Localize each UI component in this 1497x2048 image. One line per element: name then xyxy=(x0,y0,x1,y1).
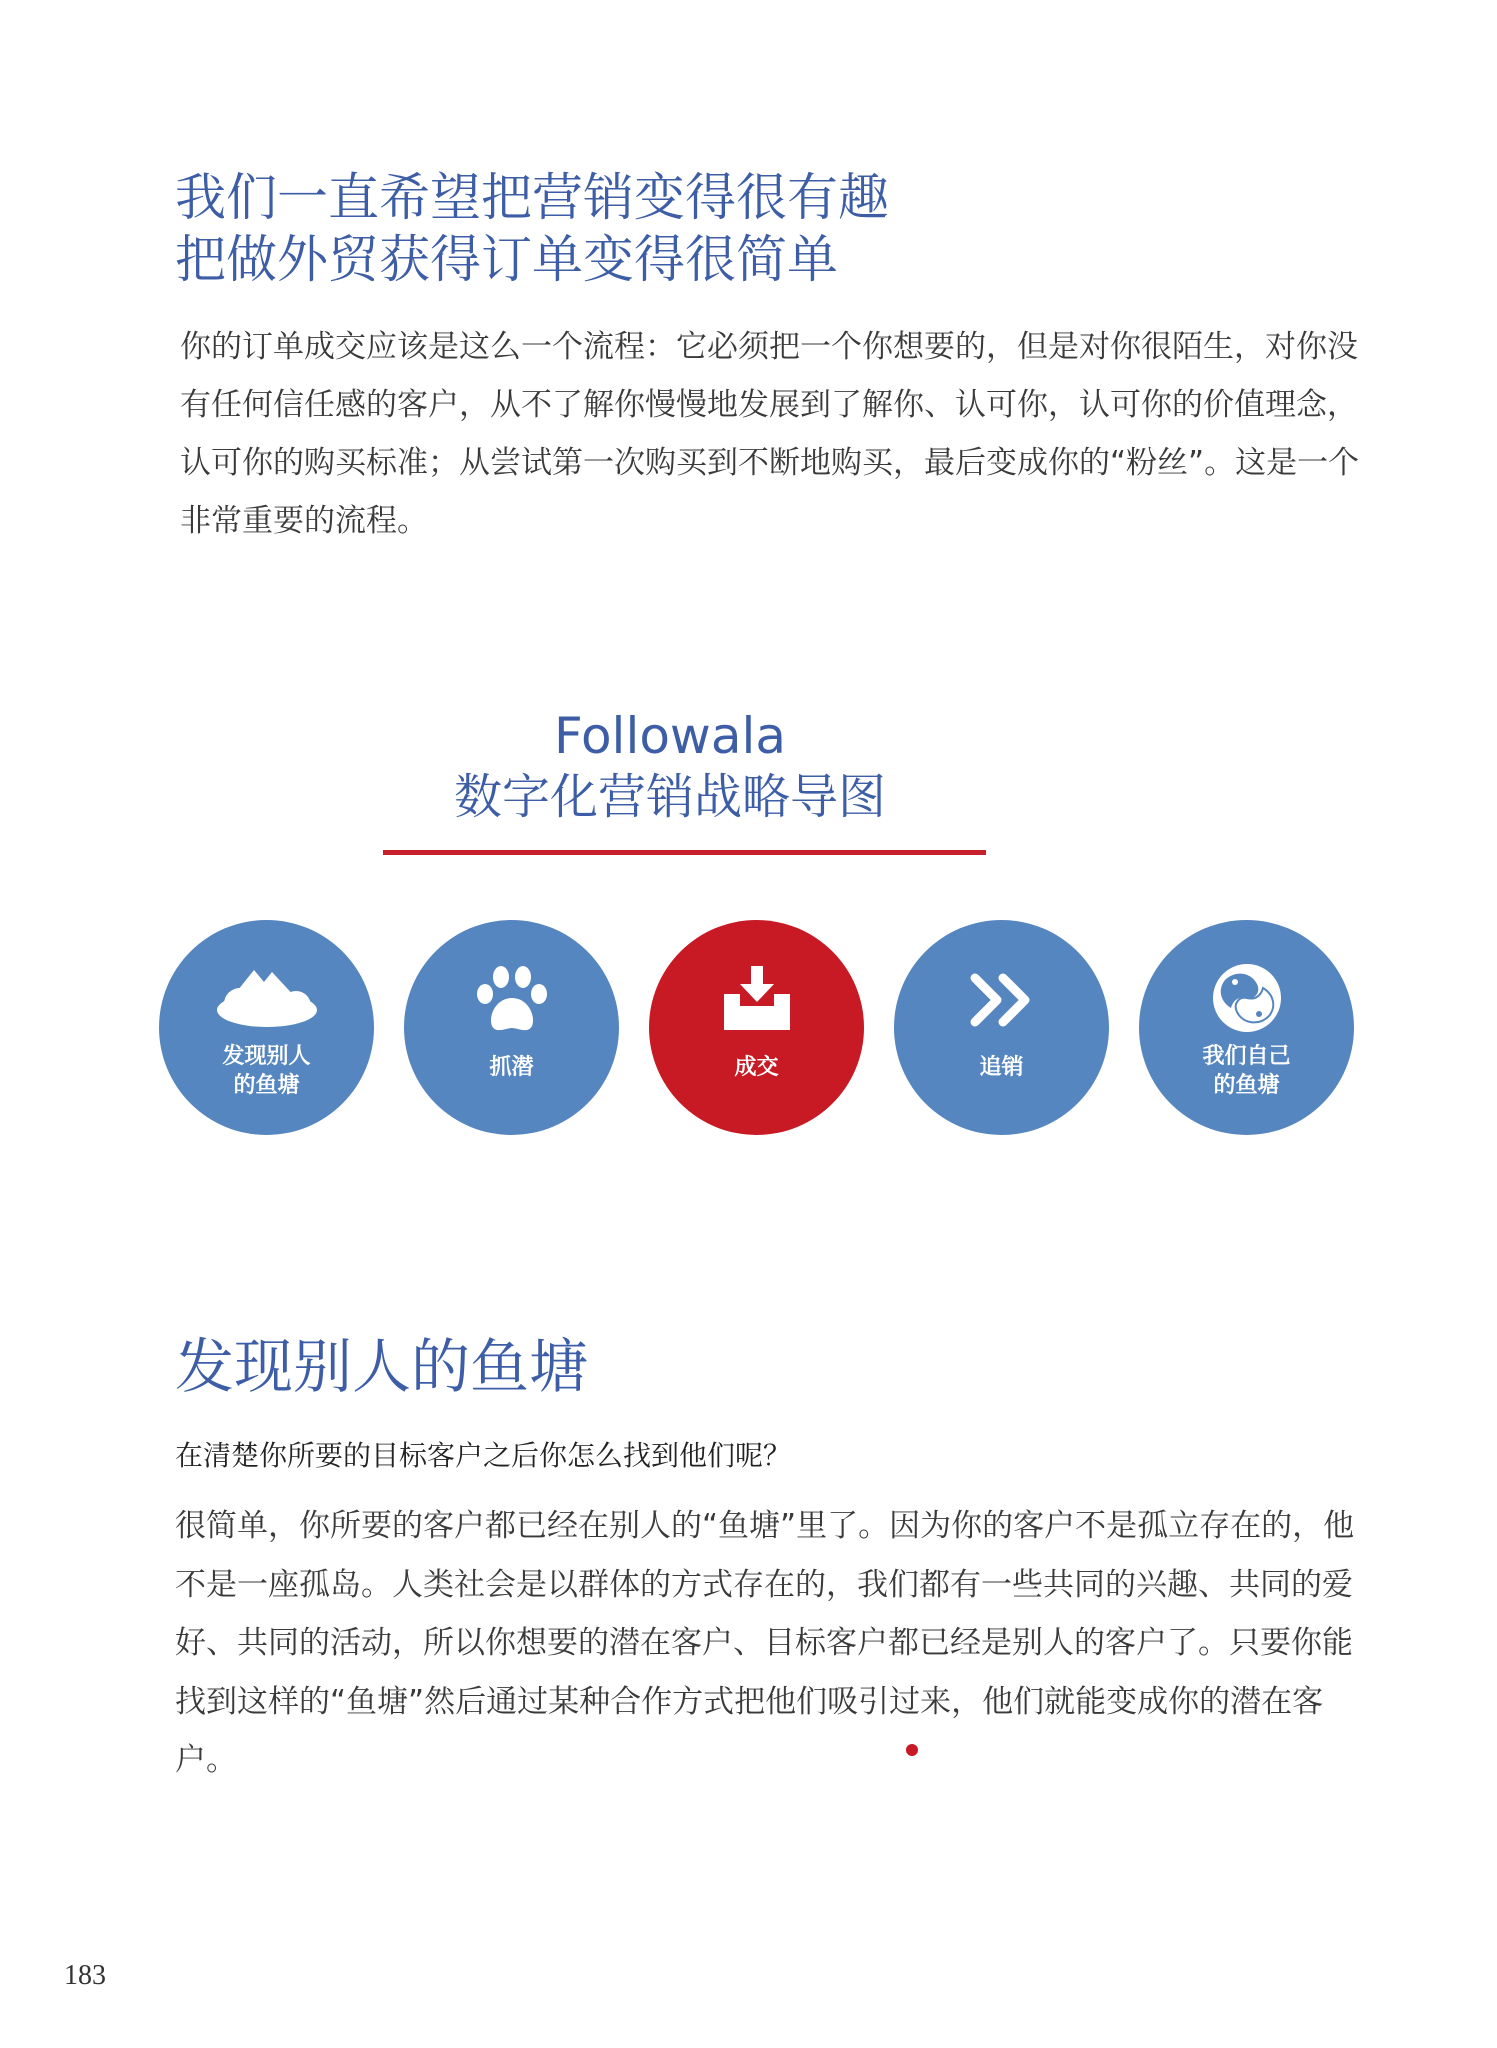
step-label: 抓潜 xyxy=(489,1055,534,1080)
diagram-title-en: Followala xyxy=(553,707,786,765)
diagram-title-zh: 数字化营销战略导图 xyxy=(453,769,886,825)
step-label: 追销 xyxy=(979,1055,1024,1080)
page-heading xyxy=(175,168,889,292)
inbox-download-icon xyxy=(720,964,794,1036)
step-follow-up-sales xyxy=(894,920,1109,1135)
page-number: 183 xyxy=(64,1960,106,1991)
heading-line-2: 把做外贸获得订单变得很简单 xyxy=(175,231,839,290)
step-capture-leads xyxy=(404,920,619,1135)
step-discover-others-pond xyxy=(159,920,374,1135)
mountain-cloud-icon xyxy=(212,962,322,1032)
intro-paragraph: 你的订单成交应该是这么一个流程：它必须把一个你想要的，但是对你很陌生，对你没有任何信任感的客户，从不了解你慢慢地发展到了解你、认可你，认可你的价值理念，认可你的购买标准；从尝试第一次购买到不断地购买，最后变成你的“粉丝”。这是一个非常重要的流程。 xyxy=(180,329,1360,539)
section-paragraph: 很简单，你所要的客户都已经在别人的“鱼塘”里了。因为你的客户不是孤立存在的，他不是一座孤岛。人类社会是以群体的方式存在的，我们都有一些共同的兴趣、共同的爱好、共同的活动，所以你想要的潜在客户、目标客户都已经是别人的客户了。只要你能找到这样的“鱼塘”然后通过某种合作方式把他们吸引过来，他们就能变成你的潜在客户。 xyxy=(175,1508,1355,1778)
red-dot-marker xyxy=(906,1744,918,1756)
fish-pair-icon xyxy=(1209,960,1285,1036)
diagram-divider xyxy=(383,850,986,855)
double-chevron-right-icon xyxy=(969,972,1035,1028)
step-label: 我们自己 的鱼塘 xyxy=(1202,1044,1291,1098)
step-label: 发现别人 的鱼塘 xyxy=(222,1044,311,1098)
section-title: 发现别人的鱼塘 xyxy=(175,1332,589,1401)
section-question: 在清楚你所要的目标客户之后你怎么找到他们呢？ xyxy=(175,1439,792,1472)
paw-icon xyxy=(472,964,552,1036)
step-close-deal xyxy=(649,920,864,1135)
step-label: 成交 xyxy=(734,1055,779,1080)
diagram-title xyxy=(340,706,1000,828)
heading-line-1: 我们一直希望把营销变得很有趣 xyxy=(175,169,890,228)
step-our-own-pond xyxy=(1139,920,1354,1135)
